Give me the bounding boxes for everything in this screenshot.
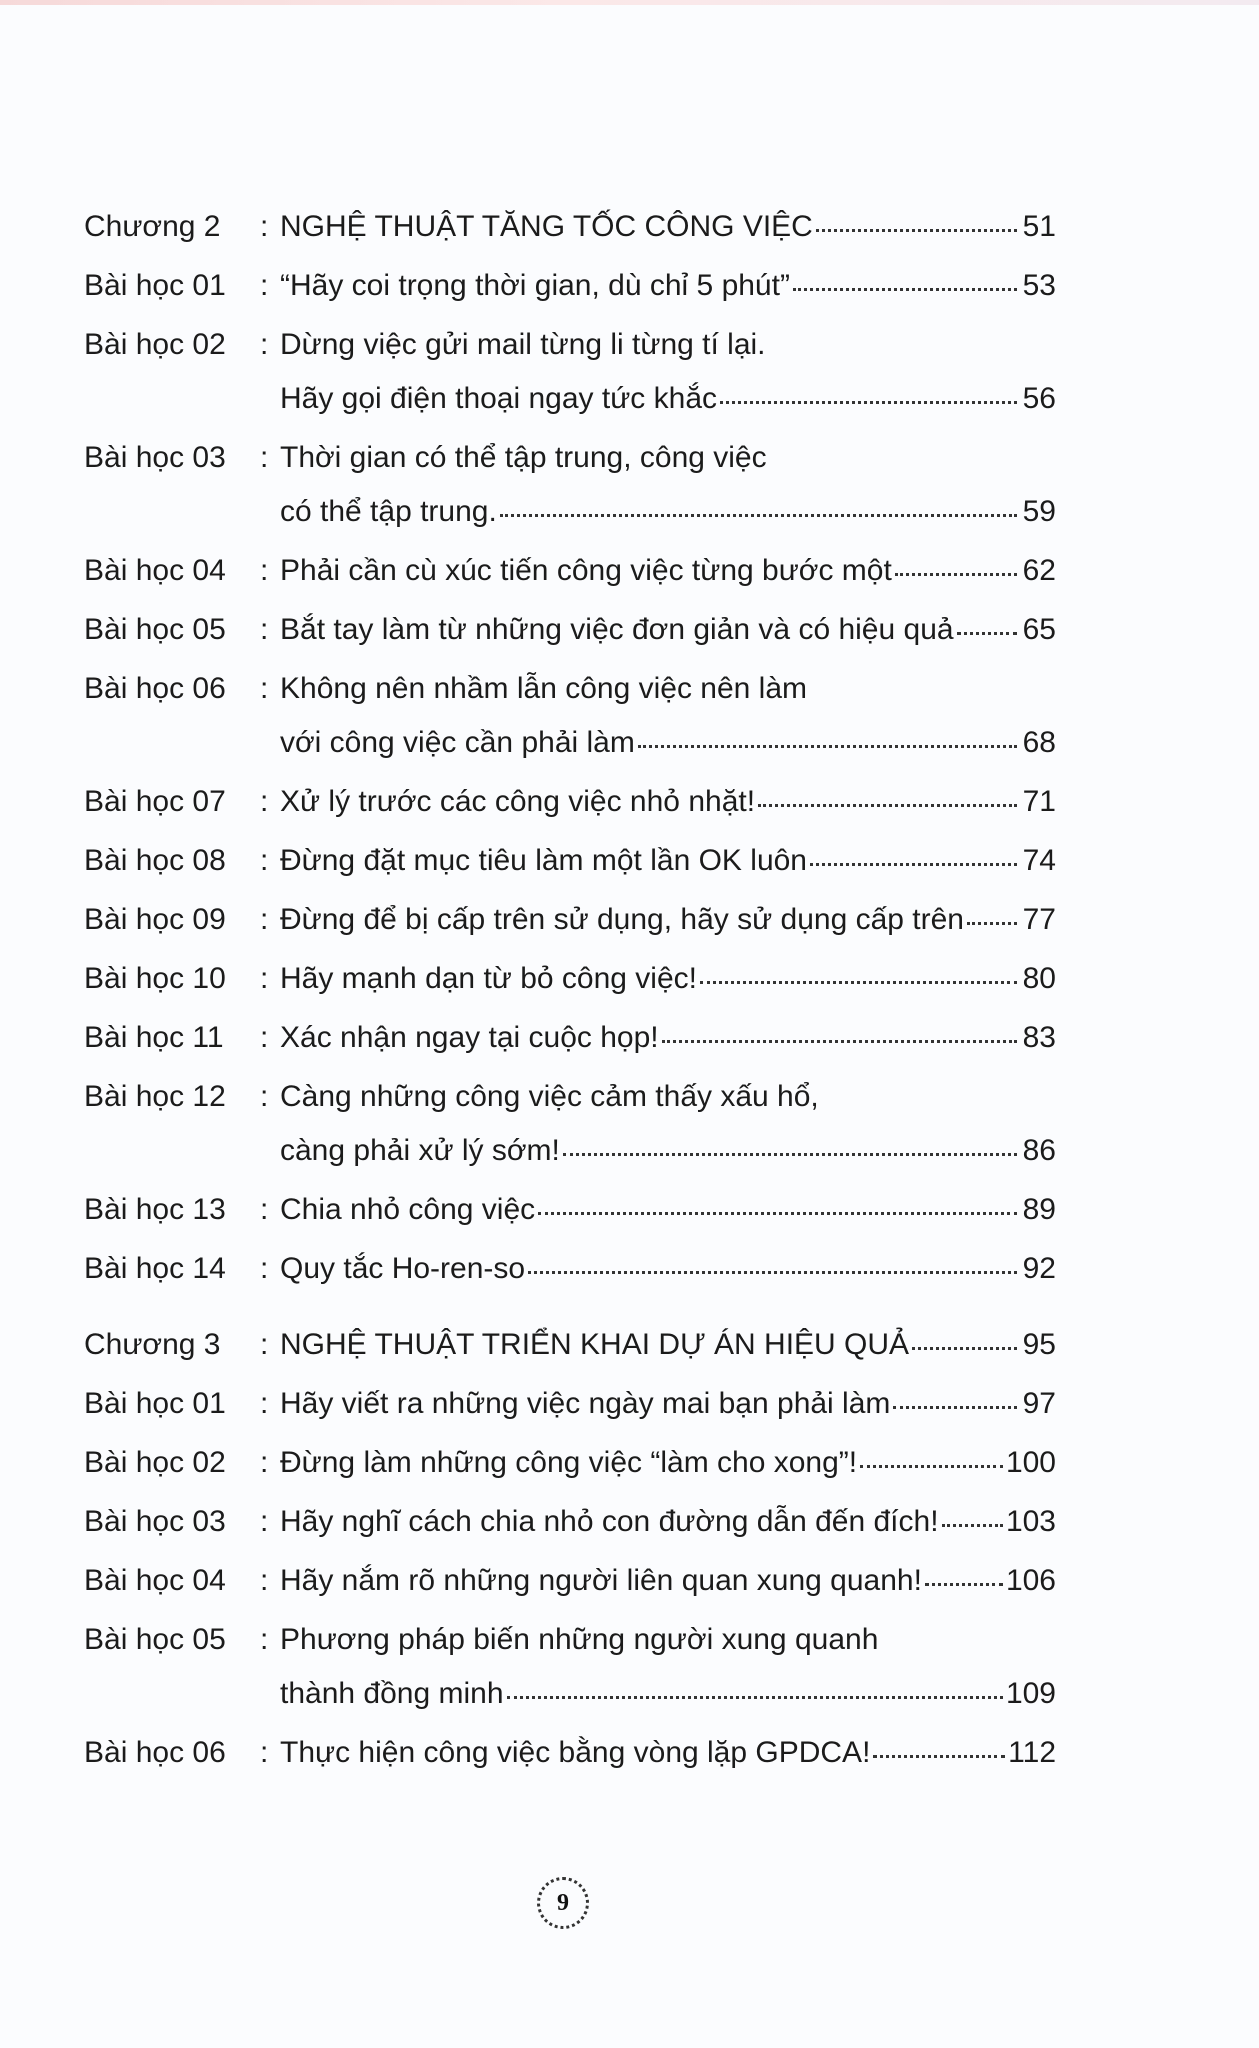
page-reference: 62 (1022, 554, 1056, 587)
chapter-entry (84, 1325, 1056, 1365)
title-line: Quy tắc Ho-ren-so (280, 1252, 526, 1285)
title-line: thành đồng minh (280, 1677, 504, 1710)
dot-leader (720, 400, 1017, 404)
page-reference: 59 (1022, 495, 1056, 528)
title-line: có thể tập trung. (280, 495, 497, 528)
lesson-entry (84, 438, 1056, 532)
page-reference: 74 (1022, 844, 1056, 877)
lesson-entry (84, 1018, 1056, 1058)
label-separator: : (260, 1252, 269, 1285)
lesson-entry (84, 1077, 1056, 1171)
lesson-entry (84, 900, 1056, 940)
lesson-label: Bài học 10 (84, 962, 226, 995)
lesson-label: Bài học 14 (84, 1252, 226, 1285)
lesson-title (280, 610, 1056, 650)
label-separator: : (260, 328, 269, 361)
label-separator: : (260, 672, 269, 705)
title-line: Chia nhỏ công việc (280, 1193, 536, 1226)
lesson-entry (84, 325, 1056, 419)
title-line: Phải cần cù xúc tiến công việc từng bước một (280, 554, 892, 587)
label-separator: : (260, 269, 269, 302)
dot-leader (810, 862, 1017, 866)
title-line: Dừng việc gửi mail từng li từng tí lại. (280, 328, 766, 361)
page-number-badge (537, 1877, 589, 1929)
lesson-label: Bài học 05 (84, 1623, 226, 1656)
label-separator: : (260, 1021, 269, 1054)
page-reference: 71 (1022, 785, 1056, 818)
lesson-label: Bài học 03 (84, 1505, 226, 1538)
chapter-entry (84, 207, 1056, 247)
title-line: Đừng đặt mục tiêu làm một lần OK luôn (280, 844, 807, 877)
lesson-title (280, 782, 1056, 822)
label-separator: : (260, 1387, 269, 1420)
title-line: Đừng làm những công việc “làm cho xong”! (280, 1446, 858, 1479)
lesson-entry (84, 1384, 1056, 1424)
lesson-label: Bài học 01 (84, 1387, 226, 1420)
chapter-block (84, 207, 1056, 1289)
dot-leader (925, 1582, 1003, 1586)
page-reference: 95 (1022, 1328, 1056, 1361)
chapter-block (84, 1325, 1056, 1773)
lesson-entry (84, 1620, 1056, 1714)
label-separator: : (260, 962, 269, 995)
label-separator: : (260, 1328, 269, 1361)
lesson-entry (84, 782, 1056, 822)
lesson-entry (84, 669, 1056, 763)
lesson-title (280, 1018, 1056, 1058)
dot-leader (700, 980, 1017, 984)
page-reference: 68 (1022, 726, 1056, 759)
lesson-label: Bài học 09 (84, 903, 226, 936)
label-separator: : (260, 1736, 269, 1769)
label-separator: : (260, 1193, 269, 1226)
label-separator: : (260, 1564, 269, 1597)
label-separator: : (260, 1505, 269, 1538)
title-line: với công việc cần phải làm (280, 726, 635, 759)
lesson-title (280, 669, 1056, 763)
title-line: Xác nhận ngay tại cuộc họp! (280, 1021, 659, 1054)
title-line: NGHỆ THUẬT TRIỂN KHAI DỰ ÁN HIỆU QUẢ (280, 1328, 910, 1361)
lesson-title (280, 959, 1056, 999)
lesson-entry (84, 959, 1056, 999)
dot-leader (507, 1695, 1003, 1699)
label-separator: : (260, 1446, 269, 1479)
lesson-title (280, 551, 1056, 591)
lesson-label: Bài học 12 (84, 1080, 226, 1113)
chapter-title (280, 1325, 1056, 1365)
lesson-label: Bài học 06 (84, 672, 226, 705)
dot-leader (563, 1152, 1017, 1156)
label-separator: : (260, 1623, 269, 1656)
page-reference: 83 (1022, 1021, 1056, 1054)
page-number: 9 (557, 1889, 569, 1916)
lesson-label: Bài học 08 (84, 844, 226, 877)
lesson-entry (84, 1561, 1056, 1601)
page-reference: 80 (1022, 962, 1056, 995)
page-reference: 65 (1022, 613, 1056, 646)
title-line: Thời gian có thể tập trung, công việc (280, 441, 767, 474)
title-line: Không nên nhầm lẫn công việc nên làm (280, 672, 808, 705)
dot-leader (816, 228, 1017, 232)
lesson-title (280, 1561, 1056, 1601)
label-separator: : (260, 785, 269, 818)
lesson-entry (84, 1502, 1056, 1542)
page-reference: 77 (1022, 903, 1056, 936)
page-reference: 100 (1005, 1446, 1056, 1479)
label-separator: : (260, 554, 269, 587)
lesson-title (280, 1620, 1056, 1714)
title-line: Đừng để bị cấp trên sử dụng, hãy sử dụng cấp trên (280, 903, 964, 936)
dot-leader (942, 1523, 1003, 1527)
title-line: “Hãy coi trọng thời gian, dù chỉ 5 phút” (280, 269, 790, 302)
dot-leader (893, 1405, 1017, 1409)
lesson-label: Bài học 05 (84, 613, 226, 646)
lesson-title (280, 1077, 1056, 1171)
dot-leader (538, 1211, 1017, 1215)
title-line: Hãy gọi điện thoại ngay tức khắc (280, 382, 718, 415)
page-reference: 51 (1022, 210, 1056, 243)
lesson-label: Bài học 11 (84, 1021, 224, 1054)
page-reference: 92 (1022, 1252, 1056, 1285)
title-line: càng phải xử lý sớm! (280, 1134, 560, 1167)
dot-leader (793, 287, 1017, 291)
lesson-title (280, 841, 1056, 881)
label-separator: : (260, 844, 269, 877)
page-reference: 112 (1008, 1736, 1056, 1769)
lesson-entry (84, 841, 1056, 881)
lesson-entry (84, 1443, 1056, 1483)
dot-leader (957, 631, 1017, 635)
chapter-label: Chương 3 (84, 1328, 221, 1361)
lesson-label: Bài học 04 (84, 1564, 226, 1597)
lesson-title (280, 438, 1056, 532)
lesson-title (280, 1733, 1056, 1773)
lesson-title (280, 1190, 1056, 1230)
title-line: Hãy nắm rõ những người liên quan xung quanh! (280, 1564, 922, 1597)
page-reference: 89 (1022, 1193, 1056, 1226)
page-reference: 86 (1022, 1134, 1056, 1167)
dot-leader (912, 1346, 1017, 1350)
lesson-label: Bài học 13 (84, 1193, 226, 1226)
chapter-title (280, 207, 1056, 247)
lesson-entry (84, 1249, 1056, 1289)
title-line: Bắt tay làm từ những việc đơn giản và có hiệu quả (280, 613, 954, 646)
lesson-label: Bài học 03 (84, 441, 226, 474)
lesson-title (280, 1384, 1056, 1424)
lesson-title (280, 1249, 1056, 1289)
page-top-edge (0, 0, 1259, 5)
lesson-entry (84, 610, 1056, 650)
label-separator: : (260, 1080, 269, 1113)
lesson-label: Bài học 02 (84, 1446, 226, 1479)
lesson-label: Bài học 07 (84, 785, 226, 818)
dot-leader (528, 1270, 1017, 1274)
title-line: Thực hiện công việc bằng vòng lặp GPDCA! (280, 1736, 871, 1769)
page-reference: 103 (1005, 1505, 1056, 1538)
lesson-label: Bài học 06 (84, 1736, 226, 1769)
title-line: NGHỆ THUẬT TĂNG TỐC CÔNG VIỆC (280, 210, 813, 243)
lesson-entry (84, 1190, 1056, 1230)
page-reference: 106 (1005, 1564, 1056, 1597)
page-reference: 97 (1022, 1387, 1056, 1420)
lesson-label: Bài học 04 (84, 554, 226, 587)
dot-leader (662, 1039, 1017, 1043)
lesson-entry (84, 266, 1056, 306)
lesson-label: Bài học 01 (84, 269, 226, 302)
label-separator: : (260, 441, 269, 474)
lesson-title (280, 1502, 1056, 1542)
lesson-title (280, 900, 1056, 940)
page-reference: 56 (1022, 382, 1056, 415)
page-reference: 109 (1005, 1677, 1056, 1710)
lesson-title (280, 1443, 1056, 1483)
lesson-label: Bài học 02 (84, 328, 226, 361)
lesson-entry (84, 551, 1056, 591)
page-reference: 53 (1022, 269, 1056, 302)
title-line: Xử lý trước các công việc nhỏ nhặt! (280, 785, 756, 818)
dot-leader (758, 803, 1017, 807)
label-separator: : (260, 210, 269, 243)
table-of-contents (84, 207, 1056, 1792)
lesson-title (280, 325, 1056, 419)
dot-leader (500, 513, 1017, 517)
label-separator: : (260, 613, 269, 646)
title-line: Phương pháp biến những người xung quanh (280, 1623, 879, 1656)
lesson-title (280, 266, 1056, 306)
label-separator: : (260, 903, 269, 936)
title-line: Hãy nghĩ cách chia nhỏ con đường dẫn đến đích! (280, 1505, 939, 1538)
dot-leader (967, 921, 1017, 925)
dot-leader (860, 1464, 1003, 1468)
title-line: Hãy mạnh dạn từ bỏ công việc! (280, 962, 697, 995)
title-line: Hãy viết ra những việc ngày mai bạn phải làm (280, 1387, 891, 1420)
chapter-label: Chương 2 (84, 210, 221, 243)
dot-leader (638, 744, 1017, 748)
title-line: Càng những công việc cảm thấy xấu hổ, (280, 1080, 819, 1113)
lesson-entry (84, 1733, 1056, 1773)
dot-leader (895, 572, 1017, 576)
dot-leader (873, 1754, 1005, 1758)
